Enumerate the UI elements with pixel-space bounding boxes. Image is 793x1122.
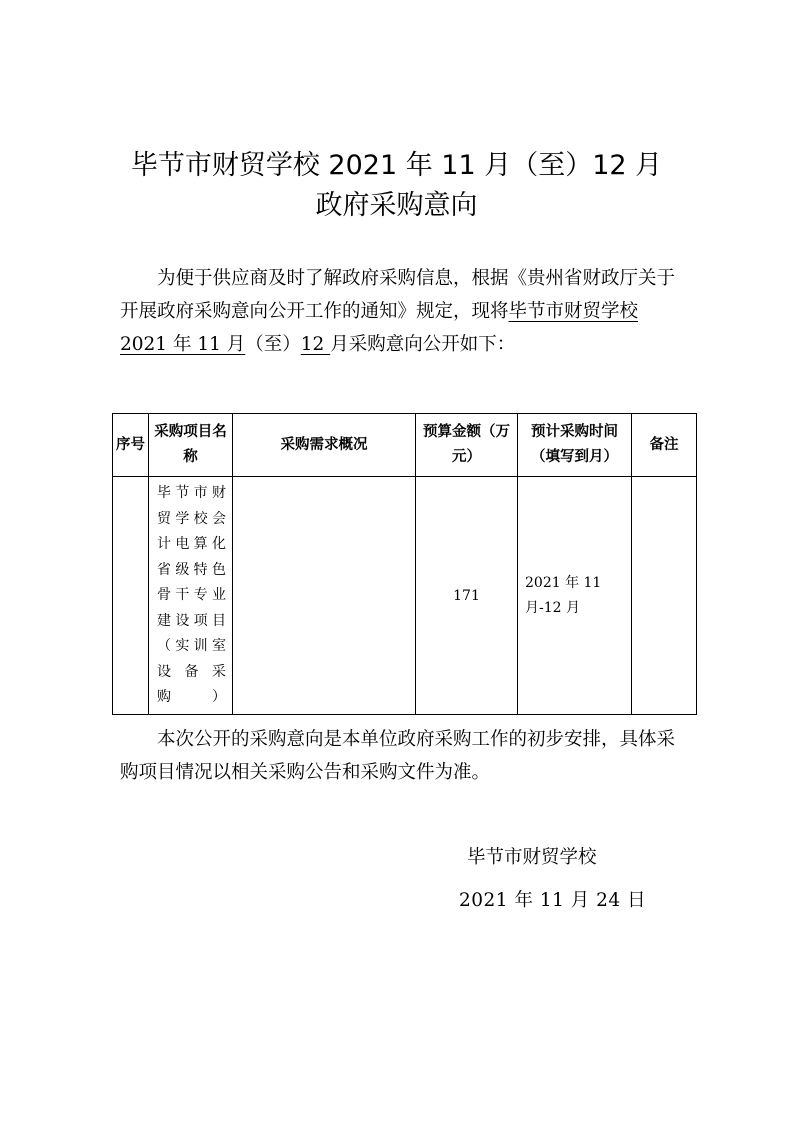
- header-seq: 序号: [113, 414, 149, 477]
- name-line: 骨干专业: [157, 587, 226, 603]
- name-line: 计电算化: [157, 536, 226, 552]
- intro-text-3: 月采购意向公开如下：: [330, 334, 516, 355]
- closing-paragraph: 本次公开的采购意向是本单位政府采购工作的初步安排，具体采购项目情况以相关采购公告和采购文件为准。: [120, 729, 676, 783]
- name-line: 购）: [157, 689, 226, 705]
- header-budget: 预算金额（万元）: [416, 414, 518, 477]
- signature-date: 2021 年 11 月 24 日: [459, 890, 647, 911]
- name-line: 建设项目: [157, 612, 226, 629]
- name-line: 省级特色: [157, 561, 226, 578]
- name-line: 贸学校会: [157, 510, 226, 527]
- intro-text-2: （至）: [245, 334, 301, 355]
- header-remark: 备注: [632, 414, 697, 477]
- cell-demand: [233, 477, 416, 715]
- name-line: （实训室: [157, 638, 226, 654]
- procurement-table: [112, 413, 697, 715]
- intro-paragraph: [120, 262, 680, 361]
- name-line: 设备采: [157, 663, 226, 680]
- header-demand: 采购需求概况: [233, 414, 416, 477]
- document-title-line2: 政府采购意向: [315, 190, 478, 221]
- name-line: 毕节市财: [157, 485, 226, 501]
- signature-org: 毕节市财贸学校: [467, 847, 597, 868]
- header-name: 采购项目名称: [149, 414, 233, 477]
- intro-underlined-month: 12: [300, 334, 331, 355]
- intro-text-1: 为便于供应商及时了解政府采购信息，根据《贵州省财政厅关于开展政府采购意向公开工作的通知》规定，现将: [120, 268, 676, 322]
- cell-name: [149, 477, 233, 715]
- header-time: 预计采购时间（填写到月）: [518, 414, 632, 477]
- document-title-line1: 毕节市财贸学校 2021 年 11 月（至）12 月: [130, 150, 663, 181]
- table-row: [113, 477, 697, 715]
- cell-seq: [113, 477, 149, 715]
- cell-budget: 171: [416, 477, 518, 715]
- intro-underlined-school: 毕节市财贸学校 2021 年 11 月: [120, 301, 639, 355]
- cell-time: 2021 年 11 月-12 月: [518, 477, 632, 715]
- table-header-row: [113, 414, 697, 477]
- cell-remark: [632, 477, 697, 715]
